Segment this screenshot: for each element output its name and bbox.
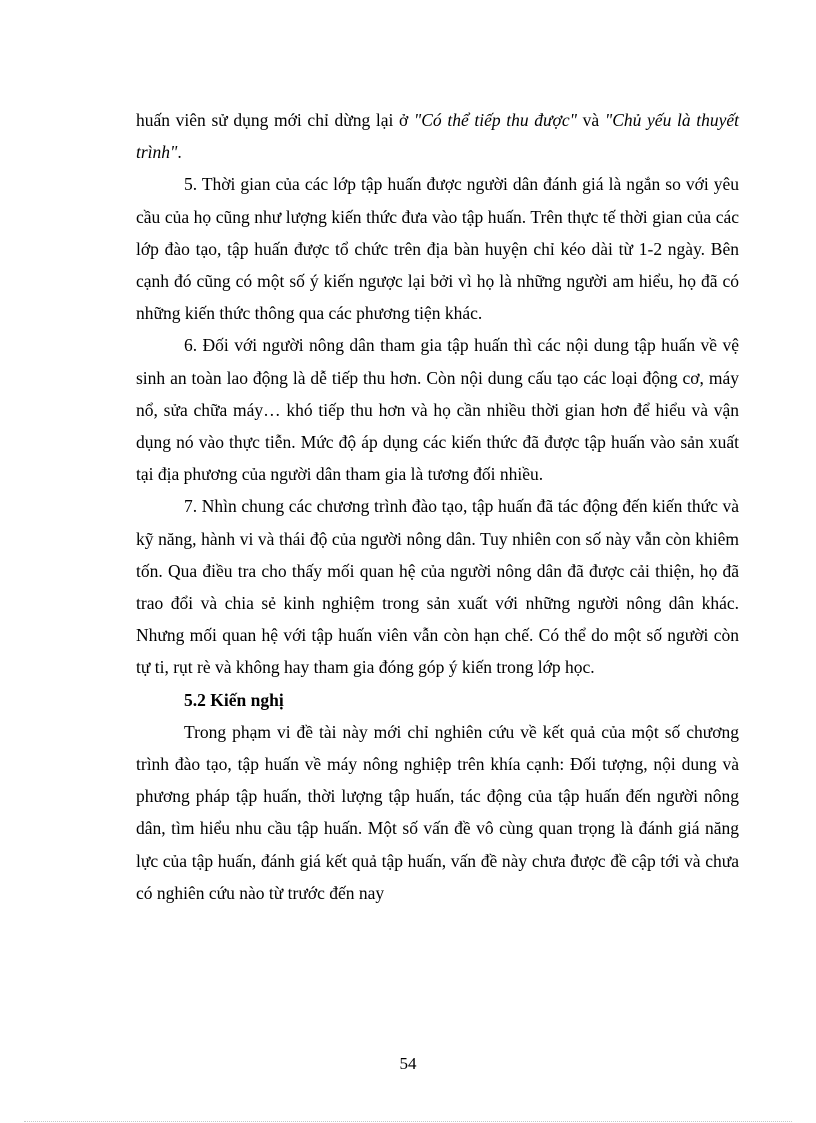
paragraph-6: 6. Đối với người nông dân tham gia tập huấn thì các nội dung tập huấn về vệ sinh an toàn lao động là dễ tiếp thu hơn. Còn nội dung cấu tạo các loại động cơ, máy nổ, sửa chữa máy… khó tiếp thu hơn và họ cần nhiều thời gian hơn để hiểu và vận dụng nó vào thực tiễn. Mức độ áp dụng các kiến thức đã được tập huấn vào sản xuất tại địa phương của người dân tham gia là tương đối nhiều. [136, 335, 739, 485]
paragraph-continuation-text: huấn viên sử dụng mới chỉ dừng lại ở [136, 110, 414, 130]
paragraph-recommendation: Trong phạm vi đề tài này mới chỉ nghiên cứu về kết quả của một số chương trình đào tạo, tập huấn về máy nông nghiệp trên khía cạnh: Đối tượng, nội dung và phương pháp tập huấn, thời lượng tập huấn, tác động của tập huấn đến người nông dân, tìm hiểu nhu cầu tập huấn. Một số vấn đề vô cùng quan trọng là đánh giá năng lực của tập huấn, đánh giá kết quả tập huấn, vấn đề này chưa được đề cập tới và chưa có nghiên cứu nào từ trước đến nay [136, 721, 739, 903]
section-heading: 5.2 Kiến nghị [184, 689, 284, 710]
document-body [136, 104, 739, 909]
conjunction-text: và [577, 110, 605, 130]
paragraph-7: 7. Nhìn chung các chương trình đào tạo, tập huấn đã tác động đến kiến thức và kỹ năng, hành vi và thái độ của người nông dân. Tuy nhiên con số này vẫn còn khiêm tốn. Qua điều tra cho thấy mối quan hệ của người nông dân đã được cải thiện, họ đã trao đổi và chia sẻ kinh nghiệm trong sản xuất với những người nông dân khác. Nhưng mối quan hệ với tập huấn viên vẫn còn hạn chế. Có thể do một số người còn tự ti, rụt rè và không hay tham gia đóng góp ý kiến trong lớp học. [136, 496, 739, 678]
page-bottom-rule [24, 1121, 792, 1122]
paragraph-5: 5. Thời gian của các lớp tập huấn được người dân đánh giá là ngắn so với yêu cầu của họ cũng như lượng kiến thức đưa vào tập huấn. Trên thực tế thời gian của các lớp đào tạo, tập huấn được tổ chức trên địa bàn huyện chỉ kéo dài từ 1-2 ngày. Bên cạnh đó cũng có một số ý kiến ngược lại bởi vì họ là những người am hiểu, họ đã có những kiến thức thông qua các phương tiện khác. [136, 174, 739, 324]
sentence-end: . [177, 142, 182, 163]
quoted-phrase-1: "Có thể tiếp thu được" [413, 110, 578, 130]
paragraph-continuation [136, 104, 739, 168]
quoted-phrase-2: "Chủ yếu là thuyết trình" [136, 110, 739, 163]
page-number: 54 [399, 1054, 417, 1073]
